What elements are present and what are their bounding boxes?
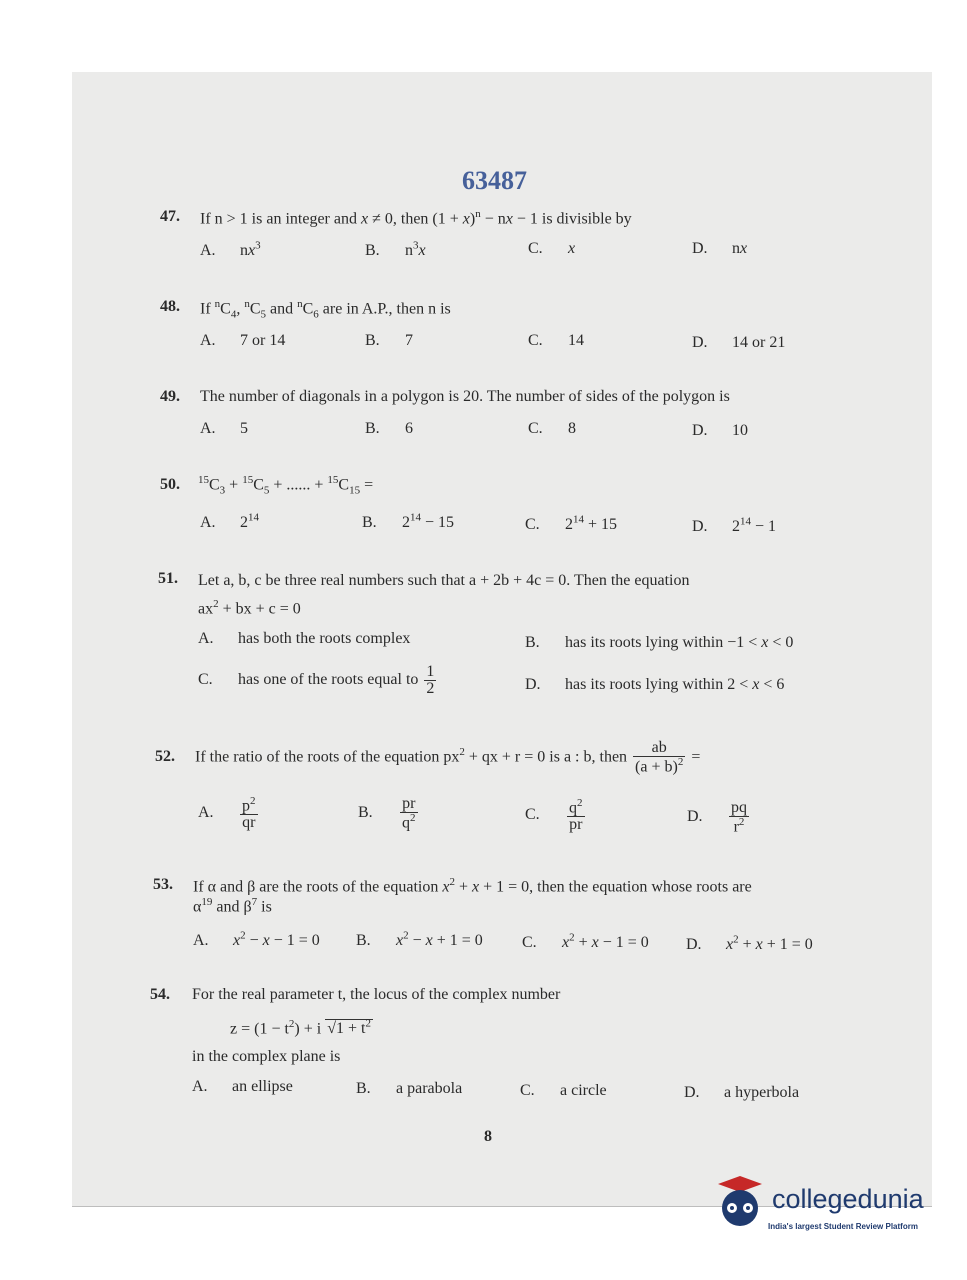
option-c: C. $2^{14} + 15$ [525,514,618,534]
option-d: D. $x^2 + x + 1 = 0$ [686,934,813,954]
question-text-line2: $\alpha^{19}$ and $\beta^7$ is [193,896,272,916]
logo-name: collegedunia [772,1184,924,1214]
option-d: D. has its roots lying within 2 < x < 6 [525,676,785,693]
question-number: 49. [160,388,180,405]
option-d: D. 14 or 21 [692,334,786,351]
option-c: C. $\frac{q^2}{pr}$ [525,797,583,834]
option-b: B. 7 [365,332,413,349]
option-a: A. $2^{14}$ [200,512,259,532]
option-a: A. an ellipse [192,1078,293,1095]
question-number: 52. [155,748,175,765]
page-number: 8 [484,1128,492,1145]
option-b: B. $x^2 - x + 1 = 0$ [356,930,483,950]
question-number: 47. [160,208,180,225]
question-text: If the ratio of the roots of the equation $px^2$ + qx + r = 0 is a : b, then $\frac{ab}{(a + b)^2}$ = [195,739,701,776]
option-d: D. $\frac{pq}{r^2}$ [687,799,747,836]
option-c: C. has one of the roots equal to $\frac{1}{2}$ [198,663,435,697]
option-b: B. a parabola [356,1080,463,1097]
question-text: The number of diagonals in a polygon is 20. The number of sides of the polygon is [200,388,730,405]
option-a: A. $x^2 - x - 1 = 0$ [193,930,320,950]
option-c: C. 14 [528,332,584,349]
question-text: Let a, b, c be three real numbers such that a + 2b + 4c = 0. Then the equation [198,572,690,589]
question-text: If n > 1 is an integer and x ≠ 0, then $(1 + x)^n$ − nx − 1 is divisible by [200,208,632,228]
question-text: If $^nC_4$, $^nC_5$ and $^nC_6$ are in A.P., then n is [200,298,451,321]
question-number: 54. [150,986,170,1003]
student-mascot-icon [712,1172,768,1232]
option-d: D. nx [692,240,748,257]
question-equation: $z = (1 - t^2) + i$ $√1 + t^2$ [230,1018,371,1038]
question-number: 53. [153,876,173,893]
question-number: 50. [160,476,180,493]
question-equation: $ax^2$ + bx + c = 0 [198,598,301,618]
option-c: C. a circle [520,1082,607,1099]
logo-tagline: India's largest Student Review Platform [768,1222,918,1231]
option-b: B. has its roots lying within −1 < x < 0 [525,634,794,651]
paper-code: 63487 [462,166,527,195]
option-d: D. 10 [692,422,748,439]
option-a: A. $nx^3$ [200,240,261,260]
option-d: D. a hyperbola [684,1084,800,1101]
option-c: C. 8 [528,420,576,437]
question-number: 51. [158,570,178,587]
question-text-line3: in the complex plane is [192,1048,341,1065]
option-a: A. 7 or 14 [200,332,286,349]
option-a: A. 5 [200,420,248,437]
question-text: If α and β are the roots of the equation $x^2 + x + 1 = 0$, then the equation whose roots are [193,876,752,896]
question-text: $^{15}C_3 + ^{15}C_5$ + ...... + $^{15}C_{15}$ = [198,474,374,497]
option-b: B. 6 [365,420,413,437]
question-text: For the real parameter t, the locus of the complex number [192,986,561,1003]
option-c: C. x [528,240,576,257]
option-a: A. has both the roots complex [198,630,411,647]
option-c: C. $x^2 + x - 1 = 0$ [522,932,649,952]
collegedunia-logo [712,1172,942,1242]
option-d: D. $2^{14} - 1$ [692,516,777,536]
option-b: B. $n^3x$ [365,240,426,260]
option-b: B. $2^{14} - 15$ [362,512,455,532]
option-a: A. $\frac{p^2}{qr}$ [198,795,256,832]
option-b: B. $\frac{pr}{q^2}$ [358,795,416,832]
question-number: 48. [160,298,180,315]
